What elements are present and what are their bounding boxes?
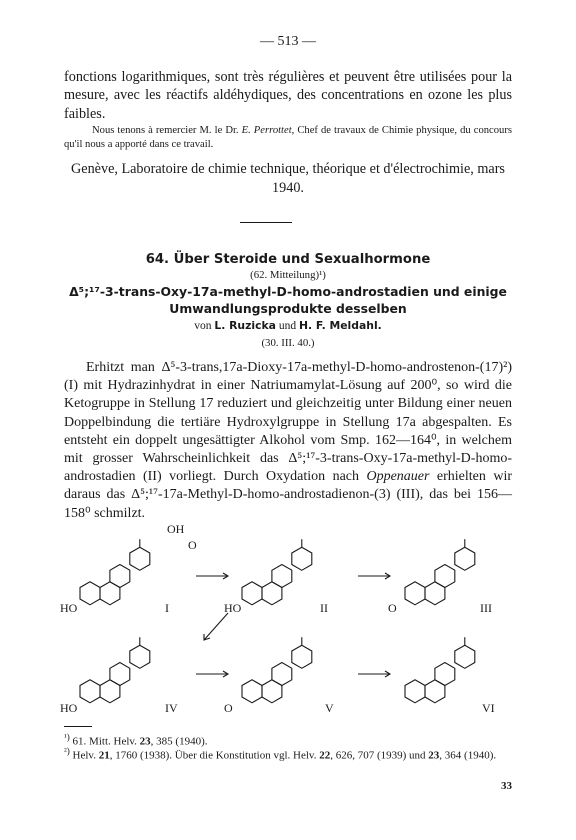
group-o-iii: O: [388, 601, 397, 615]
acknowledgement-post: , Chef de travaux de Chimie physique, du concours qu'il nous a apporté dans ce travail.: [64, 125, 513, 150]
ring-c: [435, 565, 455, 588]
ring-c: [435, 663, 455, 686]
compound-label-iii: III: [480, 601, 492, 615]
ring-c: [272, 663, 292, 686]
structure-iii: [405, 539, 475, 605]
footnote-1-volume: 23: [139, 735, 151, 748]
page-number: — 513 —: [260, 34, 316, 49]
footnote-2-text-mid2: , 626, 707 (1939) und: [330, 749, 429, 762]
intro-paragraph: fonctions logarithmiques, sont très régulières et peuvent être utilisées pour la mesure, avec les réactifs aldéhydiques, des concentrations en ozone les plus faibles.: [64, 69, 512, 122]
structure-ii: [242, 539, 312, 605]
compound-title-line-2: Umwandlungsprodukte desselben: [169, 301, 407, 316]
footnote-2-volume: 21: [98, 749, 110, 762]
footnote-1-text-end: , 385 (1940).: [150, 735, 208, 748]
footnote-2-text: Helv.: [69, 749, 99, 762]
ring-d: [455, 547, 475, 570]
acknowledgement-pre: Nous tenons à remercier M. le Dr.: [92, 125, 242, 136]
figure-labels: [60, 522, 495, 715]
structure-iv: [80, 637, 150, 703]
group-o-v: O: [224, 701, 233, 715]
footnote-2-text-end: , 364 (1940).: [439, 749, 497, 762]
ring-a: [405, 582, 425, 605]
place-line: Genève, Laboratoire de chimie technique, théorique et d'électrochimie, mars 1940.: [71, 161, 505, 196]
footnote-2-mark: ²): [64, 746, 70, 756]
ring-d: [130, 547, 150, 570]
acknowledgement-name: E. Perrottet: [241, 125, 292, 136]
article-title: 64. Über Steroide und Sexualhormone: [145, 252, 431, 267]
arrow-ii-iv: [204, 613, 228, 640]
ring-a: [80, 680, 100, 703]
authors-prefix: von: [194, 320, 215, 332]
body-paragraph: [64, 359, 512, 523]
ring-d: [292, 645, 312, 668]
compound-title-line-1: Δ⁵;¹⁷-3-trans-Oxy-17a-methyl-D-homo-androstadien und einige: [69, 284, 507, 299]
ring-d: [455, 645, 475, 668]
ring-c: [272, 565, 292, 588]
group-o-i: O: [188, 538, 197, 552]
ring-d: [292, 547, 312, 570]
article-subtitle: (62. Mitteilung)¹): [250, 269, 326, 281]
ring-a: [405, 680, 425, 703]
ring-c: [110, 663, 130, 686]
ring-c: [110, 565, 130, 588]
article-date: (30. III. 40.): [261, 337, 315, 349]
ring-d: [130, 645, 150, 668]
footnote-1-mark: ¹): [64, 732, 70, 742]
body-part-1: Erhitzt man Δ⁵-3-trans,17a-Dioxy-17a-methyl-D-homo-androstenon-(17)²) (I) mit Hydrazinhydrat in einer Natriumamylat-Lösung auf 200⁰, so wird die Ketogruppe in Stellung 17 reduziert und gleichzeitig unter Bildung einer neuen Doppelbindung die tertiäre Hydroxylgruppe in Stellung 17a abgespalten. Es entsteht ein doppelt ungesättigter Alkohol vom Smp. 162—164⁰, in welchem mit grosser Wahrscheinlichkeit das Δ⁵;¹⁷-3-trans-Oxy-17a-methyl-D-homo-androstadien (II) vorliegt. Durch Oxydation nach: [64, 360, 512, 485]
footnote-rule: [64, 726, 92, 727]
reaction-arrows: [196, 573, 390, 677]
group-oh-i: OH: [167, 522, 185, 536]
compound-label-iv: IV: [165, 701, 178, 715]
compound-label-vi: VI: [482, 701, 495, 715]
compound-label-i: I: [165, 601, 169, 615]
group-ho-ii: HO: [224, 601, 242, 615]
footnote-2-volume-3: 23: [428, 749, 440, 762]
footnote-2-volume-2: 22: [319, 749, 331, 762]
footnote-2-text-mid: , 1760 (1938). Über die Konstitution vgl. Helv.: [109, 749, 320, 762]
ring-a: [242, 582, 262, 605]
body-part-2: erhielten wir daraus das Δ⁵;¹⁷-17a-Methyl-D-homo-androstadienon-(3) (III), das bei 156—158⁰ schmilzt.: [64, 469, 512, 521]
steroid-structures: [80, 539, 475, 703]
structure-v: [242, 637, 312, 703]
signature-mark: 33: [501, 780, 512, 792]
compound-label-v: V: [325, 701, 334, 715]
authors: [40, 319, 536, 332]
author-1: L. Ruzicka: [214, 319, 276, 332]
group-ho-iv: HO: [60, 701, 78, 715]
structure-i: [80, 539, 150, 605]
oxidation-name: Oppenauer: [366, 469, 430, 485]
author-2: H. F. Meldahl.: [298, 319, 382, 332]
section-divider: [240, 222, 292, 223]
ring-a: [242, 680, 262, 703]
group-ho-i: HO: [60, 601, 78, 615]
authors-join: und: [275, 320, 299, 332]
footnote-2: [64, 744, 512, 763]
reaction-scheme-figure: [60, 516, 510, 726]
acknowledgement: [64, 124, 512, 152]
structure-vi: [405, 637, 475, 703]
compound-label-ii: II: [320, 601, 328, 615]
ring-a: [80, 582, 100, 605]
footnote-1-text: 61. Mitt. Helv.: [69, 735, 140, 748]
